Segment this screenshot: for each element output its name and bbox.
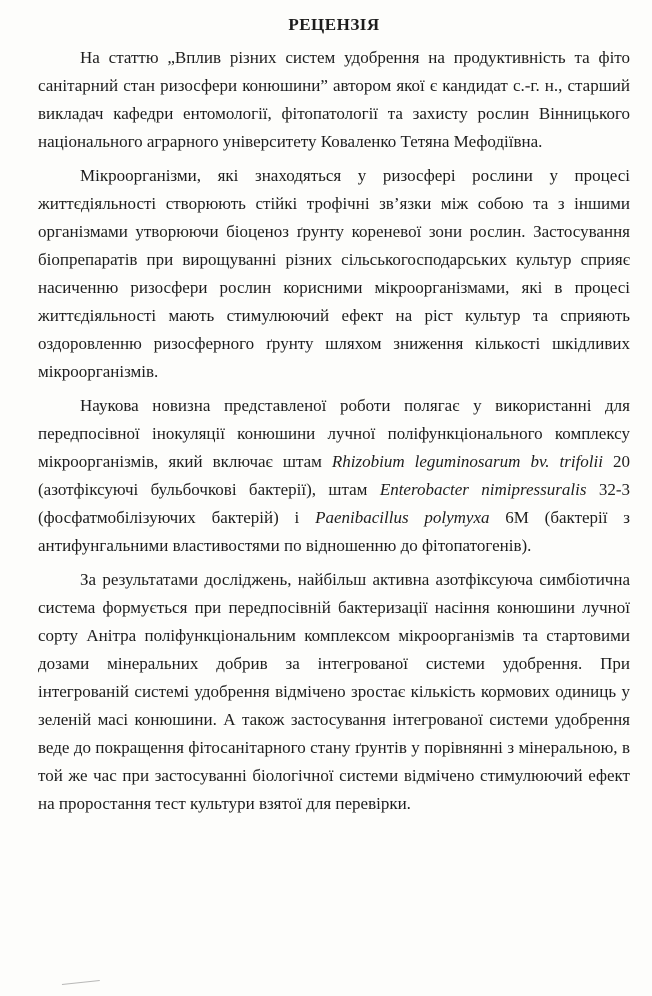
paragraph-text: 20 (азотфіксуючі бульбочкові бактерії), штам xyxy=(38,452,630,499)
species-name-paenibacillus: Paenibacillus polymyxa xyxy=(315,508,490,527)
document-title: РЕЦЕНЗІЯ xyxy=(288,15,380,34)
paragraph-text: 32-3 (фосфатмобілізуючих бактерій) і xyxy=(38,480,630,527)
paragraph-text: Мікроорганізми, які знаходяться у ризосфері рослини у процесі життєдіяльності створюють стійкі трофічні зв’язки між собою та з іншими організмами утворюючи біоценоз ґрунту кореневої зони рослин. Застосування біопрепаратів при вирощуванні різних сільськогосподарських культур сприяє насиченню ризосфери рослин корисними мікроорганізмами, які в процесі життєдіяльності мають стимулюючий ефект на ріст культур та сприяють оздоровленню ризосферного ґрунту шляхом зниження кількості шкідливих мікроорганізмів. xyxy=(38,166,630,381)
paragraph-text: Наукова новизна представленої роботи полягає у використанні для передпосівної інокуляції конюшини лучної поліфункціонального комплексу мікроорганізмів, який включає штам xyxy=(38,396,630,471)
paragraph-text: 6М (бактерії з антифунгальними властивостями по відношенню до фітопатогенів). xyxy=(38,508,630,555)
paragraph-novelty xyxy=(38,392,630,560)
paragraph-intro xyxy=(38,44,630,156)
paragraph-text: На статтю „Вплив різних систем удобрення на продуктивність та фіто санітарний стан ризосфери конюшини” автором якої є кандидат с.-г. н., старший викладач кафедри ентомології, фітопатології та захисту рослин Вінницького національного аграрного університету Коваленко Тетяна Мефодіївна. xyxy=(38,48,630,151)
paragraph-text: За результатами досліджень, найбільш активна азотфіксуюча симбіотична система формується при передпосівній бактеризації насіння конюшини лучної сорту Анітра поліфункціональним комплексом мікроорганізмів та стартовими дозами мінеральних добрив за інтегрованої системи удобрення. При інтегрованій системі удобрення відмічено зростає кількість кормових одиниць у зеленій масі конюшини. А також застосування інтегрованої системи удобрення веде до покращення фітосанітарного стану ґрунтів у порівнянні з мінеральною, в той же час при застосуванні біологічної системи відмічено стимулюючий ефект на проростання тест культури взятої для перевірки. xyxy=(38,570,630,813)
paragraph-microorganisms xyxy=(38,162,630,386)
species-name-rhizobium: Rhizobium leguminosarum bv. trifolii xyxy=(331,452,603,471)
species-name-enterobacter: Enterobacter nimipressuralis xyxy=(379,480,587,499)
paragraph-results xyxy=(38,566,630,818)
